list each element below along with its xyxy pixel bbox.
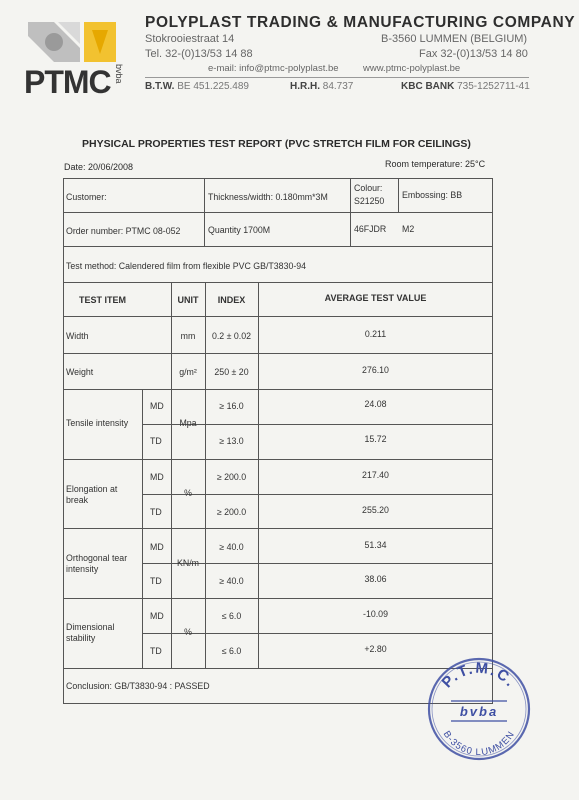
row-elongation-md-label: MD xyxy=(150,472,164,482)
product-code: 46FJDR xyxy=(354,224,387,234)
hrh-value: 84.737 xyxy=(322,81,354,92)
company-name: POLYPLAST TRADING & MANUFACTURING COMPANY xyxy=(145,14,576,31)
row-tensile-item: Tensile intensity xyxy=(66,418,129,428)
row-weight-unit: g/m² xyxy=(179,367,197,377)
row-tear-td-value: 38.06 xyxy=(364,574,387,584)
header-unit: UNIT xyxy=(177,295,199,305)
colour-value: S21250 xyxy=(354,196,385,206)
row-weight-value: 276.10 xyxy=(362,365,389,375)
row-elongation-td-label: TD xyxy=(150,507,162,517)
row-dimensional-md-label: MD xyxy=(150,611,164,621)
row-dimensional-td-index: ≤ 6.0 xyxy=(221,646,242,656)
product-grade: M2 xyxy=(402,224,415,234)
thickness-width: Thickness/width: 0.180mm*3M xyxy=(208,192,328,202)
row-elongation-md-index: ≥ 200.0 xyxy=(216,472,247,482)
btw-label: B.T.W. xyxy=(145,81,175,92)
row-tensile-td-label: TD xyxy=(150,436,162,446)
stamp-middle-text: bvba xyxy=(459,704,499,719)
customer-label: Customer: xyxy=(66,192,107,202)
conclusion: Conclusion: GB/T3830-94 : PASSED xyxy=(66,681,210,691)
header-test-item: TEST ITEM xyxy=(79,295,126,305)
row-tensile-md-index: ≥ 16.0 xyxy=(219,401,244,411)
company-email: e-mail: info@ptmc-polyplast.be xyxy=(208,63,339,74)
embossing: Embossing: BB xyxy=(402,190,463,200)
svg-text:B-3560 LUMMEN xyxy=(441,729,518,758)
row-tear-md-index: ≥ 40.0 xyxy=(219,542,244,552)
company-fax: Fax 32-(0)13/53 14 80 xyxy=(419,48,528,60)
row-weight-index: 250 ± 20 xyxy=(214,367,249,377)
row-dimensional-td-label: TD xyxy=(150,646,162,656)
company-street: Stokrooiestraat 14 xyxy=(145,33,235,45)
row-tensile-td-index: ≥ 13.0 xyxy=(219,436,244,446)
row-tear-td-index: ≥ 40.0 xyxy=(219,576,244,586)
logo-wordmark: PTMC xyxy=(24,64,111,100)
row-elongation-md-value: 217.40 xyxy=(362,470,389,480)
row-dimensional-md-index: ≤ 6.0 xyxy=(221,611,242,621)
row-elongation-item: Elongation at break xyxy=(66,484,118,505)
row-width-item: Width xyxy=(66,331,89,341)
row-tear-item: Orthogonal tear intensity xyxy=(66,553,128,574)
row-tear-td-label: TD xyxy=(150,576,162,586)
header-index: INDEX xyxy=(217,295,246,305)
row-tear-unit: KN/m xyxy=(177,558,199,568)
quantity: Quantity 1700M xyxy=(208,225,271,235)
row-dimensional-item: Dimensional stability xyxy=(66,622,115,643)
company-stamp xyxy=(425,655,533,763)
company-website: www.ptmc-polyplast.be xyxy=(363,63,461,74)
row-width-index: 0.2 ± 0.02 xyxy=(211,331,252,341)
btw-value: BE 451.225.489 xyxy=(177,81,249,92)
order-number: Order number: PTMC 08-052 xyxy=(66,226,181,236)
row-dimensional-td-value: +2.80 xyxy=(364,644,387,654)
company-city: B-3560 LUMMEN (BELGIUM) xyxy=(381,33,528,45)
row-width-unit: mm xyxy=(180,331,196,341)
row-tear-md-value: 51.34 xyxy=(364,540,387,550)
row-tensile-md-value: 24.08 xyxy=(364,399,387,409)
svg-text:P.T.M.C. xyxy=(439,660,520,692)
row-elongation-td-value: 255.20 xyxy=(362,505,389,515)
bank-account xyxy=(401,81,530,92)
row-dimensional-unit: % xyxy=(184,627,192,637)
row-tensile-unit: Mpa xyxy=(179,418,197,428)
logo-bvba-suffix: bvba xyxy=(114,64,124,84)
hrh-number xyxy=(290,81,353,92)
row-dimensional-md-value: -10.09 xyxy=(363,609,388,619)
hrh-label: H.R.H. xyxy=(290,81,320,92)
row-tear-md-label: MD xyxy=(150,542,164,552)
room-temperature: Room temperature: 25°C xyxy=(385,159,486,169)
bank-label: KBC BANK xyxy=(401,81,455,92)
header-divider xyxy=(145,77,529,78)
btw-number xyxy=(145,81,249,92)
row-tensile-td-value: 15.72 xyxy=(364,434,387,444)
row-elongation-unit: % xyxy=(184,488,192,498)
report-date: Date: 20/06/2008 xyxy=(64,162,134,172)
test-method: Test method: Calendered film from flexible PVC GB/T3830-94 xyxy=(66,261,307,271)
colour-label: Colour: xyxy=(354,183,383,193)
header-average-value: AVERAGE TEST VALUE xyxy=(324,293,427,303)
bank-value: 735-1252711-41 xyxy=(457,81,530,92)
row-weight-item: Weight xyxy=(66,367,94,377)
row-width-value: 0.211 xyxy=(364,329,387,339)
company-phone: Tel. 32-(0)13/53 14 88 xyxy=(145,48,253,60)
stamp-top-text: P.T.M.C. xyxy=(438,659,520,692)
report-title: PHYSICAL PROPERTIES TEST REPORT (PVC STRETCH FILM FOR CEILINGS) xyxy=(82,138,471,150)
row-tensile-md-label: MD xyxy=(150,401,164,411)
stamp-bottom-text: B-3560 LUMMEN xyxy=(440,729,518,759)
row-elongation-td-index: ≥ 200.0 xyxy=(216,507,247,517)
